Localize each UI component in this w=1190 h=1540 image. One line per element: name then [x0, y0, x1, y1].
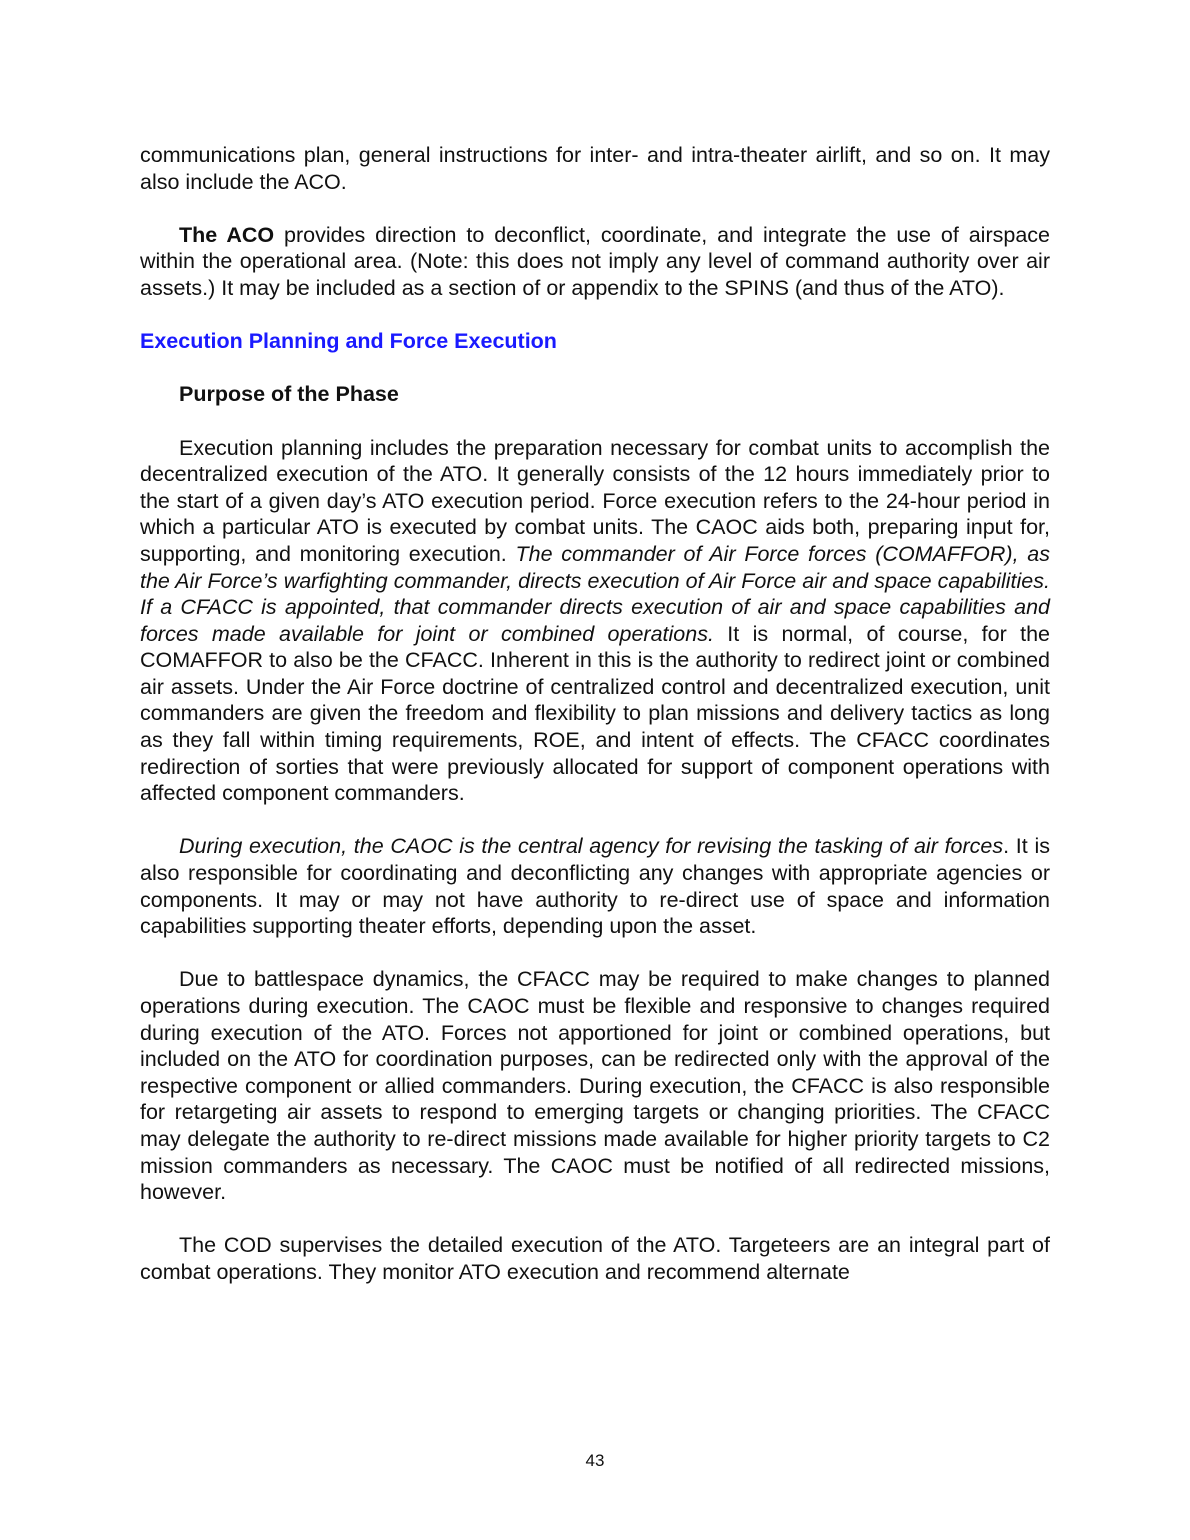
aco-description: provides direction to deconflict, coordinate, and integrate the use of airspace within the operational area. (Note: this does not imply any level of command authority over air assets.) It may be included as a section of or appendix to the SPINS (and thus of the ATO). [140, 222, 1050, 300]
page-number: 43 [585, 1451, 605, 1470]
paragraph-battlespace-dynamics: Due to battlespace dynamics, the CFACC may be required to make changes to planned operations during execution. The CAOC must be flexible and responsive to changes required during execution of the ATO. Forces not apportioned for joint or combined operations, but included on the ATO for coordination purposes, can be redirected only with the approval of the respective component or allied commanders. During execution, the CFACC is also responsible for retargeting air assets to respond to emerging targets or changing priorities. The CFACC may delegate the authority to re-direct missions made available for higher priority targets to C2 mission commanders as necessary. The CAOC must be notified of all redirected missions, however. [140, 967, 1050, 1205]
document-body [140, 142, 1050, 1312]
during-execution-text: . It is also responsible for coordinating and deconflicting any changes with appropriate agencies or components. It may or may not have authority to re-direct use of space and information capabilities supporting theater efforts, depending upon the asset. [140, 834, 1050, 939]
paragraph-during-execution [140, 833, 1050, 939]
paragraph-communications-plan: communications plan, general instructions for inter- and intra-theater airlift, and so on. It may also include the ACO. [140, 143, 1050, 194]
during-execution-italic: During execution, the CAOC is the central agency for revising the tasking of air forces [179, 834, 1004, 859]
aco-term: The ACO [179, 222, 275, 247]
paragraph-execution-planning [140, 435, 1050, 807]
execution-planning-text-1: Execution planning includes the preparation necessary for combat units to accomplish the decentralized execution of the ATO. It generally consists of the 12 hours immediately prior to the start of a given day’s ATO execution period. Force execution refers to the 24-hour period in which a particular ATO is executed by combat units. The CAOC aids both, preparing input for, supporting, and monitoring execution. [140, 435, 1050, 566]
paragraph-aco [140, 222, 1050, 302]
execution-planning-text-2: It is normal, of course, for the COMAFFOR to also be the CFACC. Inherent in this is the authority to redirect joint or combined air assets. Under the Air Force doctrine of centralized control and decentralized execution, unit commanders are given the freedom and flexibility to plan missions and delivery tactics as long as they fall within timing requirements, ROE, and intent of effects. The CFACC coordinates redirection of sorties that were previously allocated for support of component operations with affected component commanders. [140, 621, 1050, 806]
execution-planning-italic: The commander of Air Force forces (COMAFFOR), as the Air Force’s warfighting commander, directs execution of Air Force air and space capabilities. If a CFACC is appointed, that commander directs execution of air and space capabilities and forces made available for joint or combined operations. [140, 541, 1050, 646]
section-heading: Execution Planning and Force Execution [140, 329, 557, 354]
paragraph-cod: The COD supervises the detailed execution of the ATO. Targeteers are an integral part of combat operations. They monitor ATO execution and recommend alternate [140, 1233, 1050, 1284]
subheading-purpose: Purpose of the Phase [179, 382, 399, 407]
